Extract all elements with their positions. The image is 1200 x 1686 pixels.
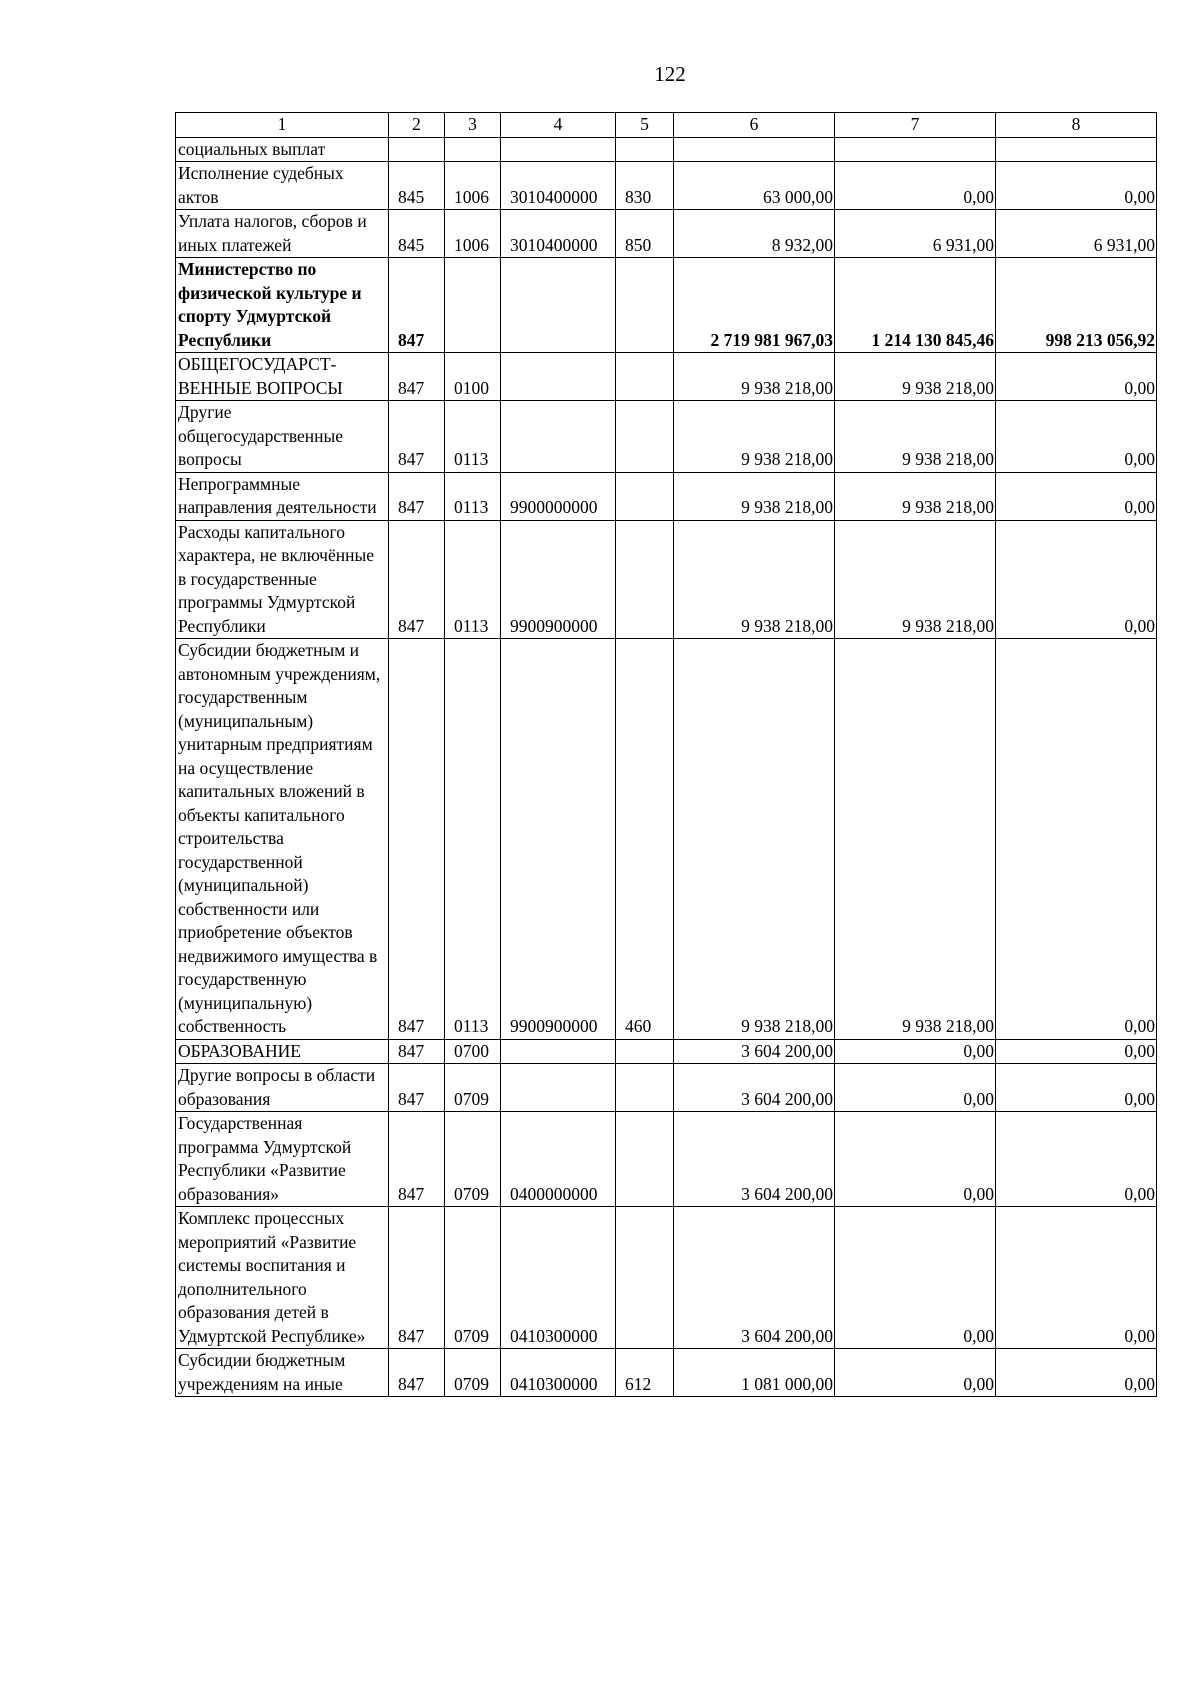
section-code-cell: 0113 bbox=[445, 520, 501, 639]
expense-type-cell bbox=[616, 1207, 674, 1349]
table-row bbox=[176, 210, 1157, 258]
ministry-code-cell: 847 bbox=[389, 1207, 445, 1349]
item-name-cell: социальных выплат bbox=[176, 137, 389, 162]
item-name-cell: Государственная программа Удмуртской Республики «Развитие образования» bbox=[176, 1112, 389, 1207]
amount-cell: 6 931,00 bbox=[996, 210, 1157, 258]
expense-type-cell bbox=[616, 401, 674, 473]
expense-type-cell bbox=[616, 472, 674, 520]
expense-type-cell bbox=[616, 258, 674, 353]
expense-type-cell bbox=[616, 353, 674, 401]
amount-cell: 0,00 bbox=[996, 162, 1157, 210]
item-name-cell: ОБЩЕГОСУДАРСТ-ВЕННЫЕ ВОПРОСЫ bbox=[176, 353, 389, 401]
ministry-code-cell: 847 bbox=[389, 258, 445, 353]
target-article-cell: 9900900000 bbox=[501, 639, 616, 1040]
target-article-cell bbox=[501, 258, 616, 353]
amount-cell: 0,00 bbox=[996, 639, 1157, 1040]
item-name-cell: Комплекс процессных мероприятий «Развитие системы воспитания и дополнительного образования детей в Удмуртской Республике» bbox=[176, 1207, 389, 1349]
amount-cell bbox=[674, 137, 835, 162]
amount-cell: 3 604 200,00 bbox=[674, 1207, 835, 1349]
ministry-code-cell: 847 bbox=[389, 520, 445, 639]
amount-cell: 6 931,00 bbox=[835, 210, 996, 258]
section-code-cell bbox=[445, 137, 501, 162]
ministry-code-cell: 845 bbox=[389, 162, 445, 210]
item-name-cell: Уплата налогов, сборов и иных платежей bbox=[176, 210, 389, 258]
amount-cell: 63 000,00 bbox=[674, 162, 835, 210]
ministry-code-cell: 847 bbox=[389, 639, 445, 1040]
section-code-cell bbox=[445, 258, 501, 353]
table-row bbox=[176, 639, 1157, 1040]
amount-cell: 0,00 bbox=[996, 1349, 1157, 1397]
amount-cell: 0,00 bbox=[835, 1039, 996, 1064]
page-number: 122 bbox=[654, 62, 686, 86]
amount-cell: 0,00 bbox=[835, 1207, 996, 1349]
budget-table bbox=[175, 112, 1157, 1397]
ministry-code-cell: 847 bbox=[389, 1112, 445, 1207]
target-article-cell: 3010400000 bbox=[501, 210, 616, 258]
amount-cell: 0,00 bbox=[996, 1039, 1157, 1064]
section-code-cell: 0709 bbox=[445, 1112, 501, 1207]
column-header: 6 bbox=[674, 113, 835, 138]
table-row bbox=[176, 162, 1157, 210]
item-name-cell: Субсидии бюджетным и автономным учреждениям, государственным (муниципальным) унитарным предприятиям на осуществление капитальных вложений в объекты капитального строительства государственной (муниципальной) собственности или приобретение объектов недвижимого имущества в государственную (муниципальную) собственность bbox=[176, 639, 389, 1040]
amount-cell: 9 938 218,00 bbox=[674, 353, 835, 401]
amount-cell: 9 938 218,00 bbox=[835, 353, 996, 401]
item-name-cell: Другие общегосударственные вопросы bbox=[176, 401, 389, 473]
amount-cell: 9 938 218,00 bbox=[674, 520, 835, 639]
amount-cell: 1 081 000,00 bbox=[674, 1349, 835, 1397]
target-article-cell bbox=[501, 1064, 616, 1112]
table-row bbox=[176, 1112, 1157, 1207]
table-row bbox=[176, 258, 1157, 353]
amount-cell: 9 938 218,00 bbox=[674, 401, 835, 473]
ministry-code-cell: 847 bbox=[389, 1039, 445, 1064]
section-code-cell: 0709 bbox=[445, 1207, 501, 1349]
target-article-cell bbox=[501, 1039, 616, 1064]
amount-cell: 3 604 200,00 bbox=[674, 1039, 835, 1064]
amount-cell: 9 938 218,00 bbox=[835, 401, 996, 473]
table-row bbox=[176, 1039, 1157, 1064]
target-article-cell: 3010400000 bbox=[501, 162, 616, 210]
target-article-cell: 0410300000 bbox=[501, 1349, 616, 1397]
section-code-cell: 0709 bbox=[445, 1349, 501, 1397]
table-row bbox=[176, 353, 1157, 401]
section-code-cell: 0113 bbox=[445, 401, 501, 473]
ministry-code-cell: 847 bbox=[389, 1064, 445, 1112]
item-name-cell: Расходы капитального характера, не включённые в государственные программы Удмуртской Республики bbox=[176, 520, 389, 639]
section-code-cell: 0709 bbox=[445, 1064, 501, 1112]
table-row bbox=[176, 1207, 1157, 1349]
item-name-cell: Непрограммные направления деятельности bbox=[176, 472, 389, 520]
expense-type-cell: 460 bbox=[616, 639, 674, 1040]
target-article-cell bbox=[501, 137, 616, 162]
column-header: 8 bbox=[996, 113, 1157, 138]
expense-type-cell bbox=[616, 137, 674, 162]
expense-type-cell bbox=[616, 520, 674, 639]
expense-type-cell bbox=[616, 1112, 674, 1207]
table-row bbox=[176, 137, 1157, 162]
target-article-cell bbox=[501, 353, 616, 401]
ministry-code-cell: 845 bbox=[389, 210, 445, 258]
amount-cell: 9 938 218,00 bbox=[835, 472, 996, 520]
amount-cell: 0,00 bbox=[996, 520, 1157, 639]
amount-cell: 3 604 200,00 bbox=[674, 1064, 835, 1112]
amount-cell: 0,00 bbox=[996, 1207, 1157, 1349]
amount-cell: 3 604 200,00 bbox=[674, 1112, 835, 1207]
column-header: 3 bbox=[445, 113, 501, 138]
item-name-cell: Субсидии бюджетным учреждениям на иные bbox=[176, 1349, 389, 1397]
target-article-cell: 0400000000 bbox=[501, 1112, 616, 1207]
amount-cell: 2 719 981 967,03 bbox=[674, 258, 835, 353]
amount-cell: 0,00 bbox=[835, 1349, 996, 1397]
amount-cell: 0,00 bbox=[996, 1112, 1157, 1207]
table-row bbox=[176, 1349, 1157, 1397]
expense-type-cell: 612 bbox=[616, 1349, 674, 1397]
item-name-cell: Другие вопросы в области образования bbox=[176, 1064, 389, 1112]
ministry-code-cell: 847 bbox=[389, 353, 445, 401]
amount-cell: 0,00 bbox=[835, 1112, 996, 1207]
section-code-cell: 0113 bbox=[445, 639, 501, 1040]
amount-cell: 0,00 bbox=[996, 472, 1157, 520]
target-article-cell: 9900900000 bbox=[501, 520, 616, 639]
amount-cell bbox=[996, 137, 1157, 162]
amount-cell: 9 938 218,00 bbox=[674, 639, 835, 1040]
column-header: 2 bbox=[389, 113, 445, 138]
ministry-code-cell: 847 bbox=[389, 1349, 445, 1397]
item-name-cell: Министерство по физической культуре и спорту Удмуртской Республики bbox=[176, 258, 389, 353]
target-article-cell: 0410300000 bbox=[501, 1207, 616, 1349]
amount-cell: 9 938 218,00 bbox=[835, 639, 996, 1040]
amount-cell: 9 938 218,00 bbox=[674, 472, 835, 520]
target-article-cell bbox=[501, 401, 616, 473]
amount-cell: 0,00 bbox=[835, 162, 996, 210]
table-row bbox=[176, 520, 1157, 639]
amount-cell: 8 932,00 bbox=[674, 210, 835, 258]
section-code-cell: 0113 bbox=[445, 472, 501, 520]
table-header-row bbox=[176, 113, 1157, 138]
item-name-cell: Исполнение судебных актов bbox=[176, 162, 389, 210]
expense-type-cell bbox=[616, 1064, 674, 1112]
target-article-cell: 9900000000 bbox=[501, 472, 616, 520]
expense-type-cell: 830 bbox=[616, 162, 674, 210]
item-name-cell: ОБРАЗОВАНИЕ bbox=[176, 1039, 389, 1064]
section-code-cell: 1006 bbox=[445, 162, 501, 210]
ministry-code-cell bbox=[389, 137, 445, 162]
amount-cell: 9 938 218,00 bbox=[835, 520, 996, 639]
table-row bbox=[176, 401, 1157, 473]
ministry-code-cell: 847 bbox=[389, 472, 445, 520]
section-code-cell: 0700 bbox=[445, 1039, 501, 1064]
amount-cell: 0,00 bbox=[996, 401, 1157, 473]
expense-type-cell: 850 bbox=[616, 210, 674, 258]
amount-cell: 1 214 130 845,46 bbox=[835, 258, 996, 353]
column-header: 5 bbox=[616, 113, 674, 138]
section-code-cell: 1006 bbox=[445, 210, 501, 258]
column-header: 1 bbox=[176, 113, 389, 138]
table-row bbox=[176, 472, 1157, 520]
ministry-code-cell: 847 bbox=[389, 401, 445, 473]
amount-cell: 0,00 bbox=[996, 353, 1157, 401]
amount-cell: 0,00 bbox=[996, 1064, 1157, 1112]
table-row bbox=[176, 1064, 1157, 1112]
amount-cell: 0,00 bbox=[835, 1064, 996, 1112]
amount-cell bbox=[835, 137, 996, 162]
expense-type-cell bbox=[616, 1039, 674, 1064]
column-header: 4 bbox=[501, 113, 616, 138]
column-header: 7 bbox=[835, 113, 996, 138]
section-code-cell: 0100 bbox=[445, 353, 501, 401]
amount-cell: 998 213 056,92 bbox=[996, 258, 1157, 353]
